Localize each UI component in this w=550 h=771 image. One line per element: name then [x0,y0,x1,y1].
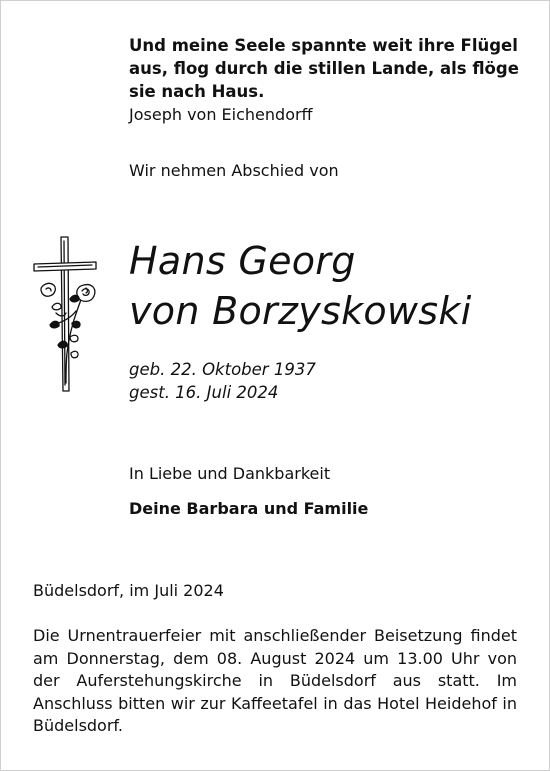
deceased-name [129,236,472,336]
place-and-date: Büdelsdorf, im Juli 2024 [33,581,224,600]
farewell-intro: Wir nehmen Abschied von [129,161,339,180]
life-dates [129,358,316,404]
poem-author: Joseph von Eichendorff [129,105,313,124]
mourners-signature: Deine Barbara und Familie [129,499,369,518]
cross-with-rose-icon [30,233,100,393]
poem-quote [129,34,529,103]
closing-phrase: In Liebe und Dankbarkeit [129,464,331,483]
ceremony-details: Die Urnentrauerfeier mit anschließender Beisetzung findet am Donnerstag, dem 08. August 2024 um 13.00 Uhr von der Auferstehungskirche in Büdelsdorf aus statt. Im Anschluss bitten wir zur Kaffeetafel in das Hotel Heidehof in Büdelsdorf. [33,626,517,735]
birth-date: geb. 22. Oktober 1937 [129,360,316,379]
poem-line-2: aus, flog durch die stillen Lande, als flöge [129,59,519,78]
poem-line-3: sie nach Haus. [129,82,265,101]
name-line-2: von Borzyskowski [129,289,472,333]
name-line-1: Hans Georg [129,239,356,283]
death-date: gest. 16. Juli 2024 [129,383,279,402]
poem-line-1: Und meine Seele spannte weit ihre Flügel [129,36,518,55]
